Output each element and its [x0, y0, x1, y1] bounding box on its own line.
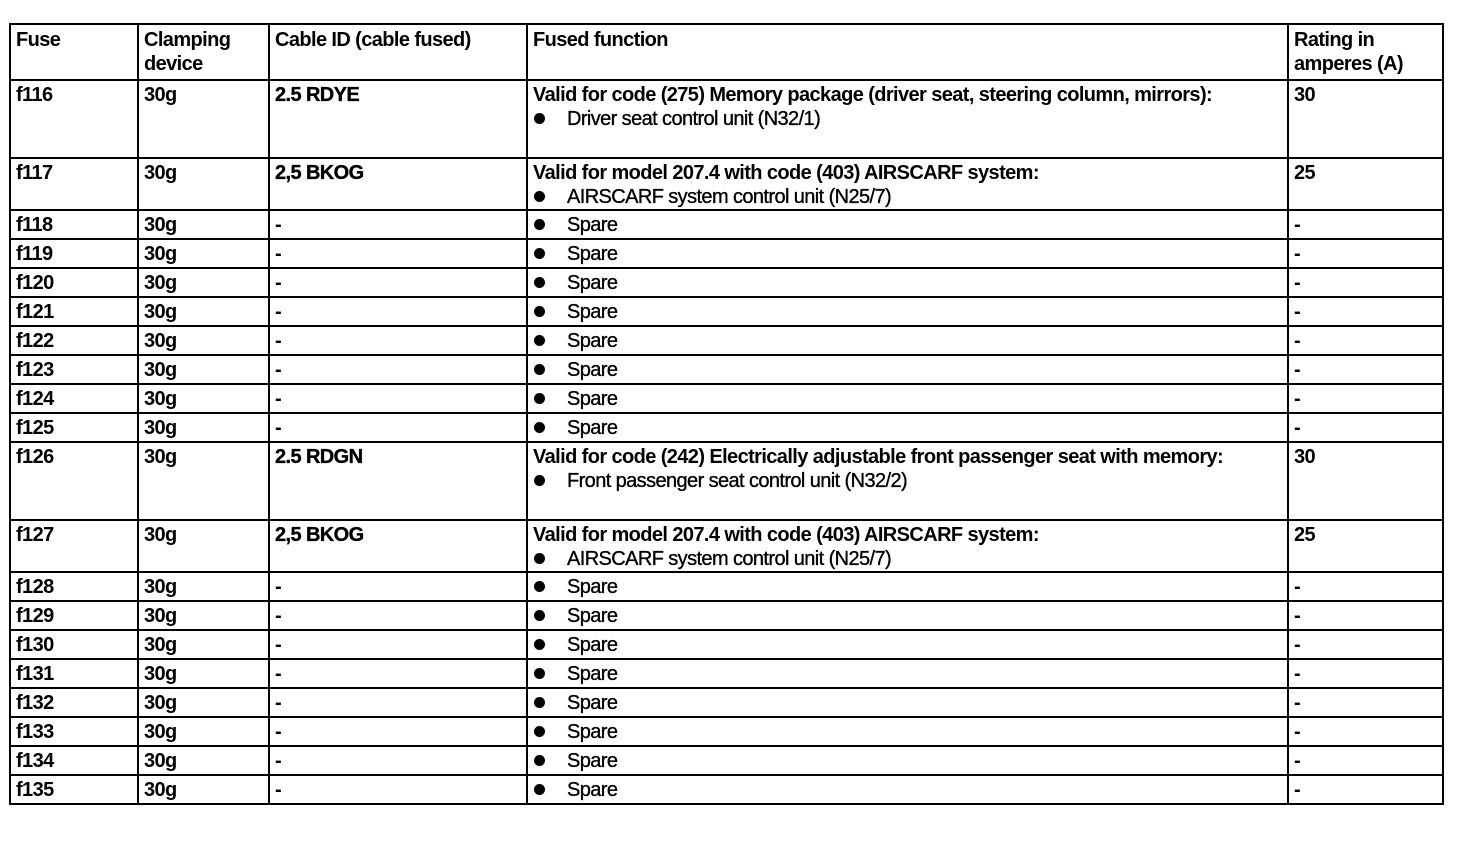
table-row — [10, 659, 1443, 688]
clamping-cell: 30g — [138, 717, 269, 746]
bullet-icon — [534, 697, 545, 708]
function-cell — [527, 268, 1288, 297]
clamping-cell: 30g — [138, 520, 269, 572]
fuse-table — [9, 23, 1444, 805]
fuse-cell: f132 — [10, 688, 138, 717]
clamping-cell: 30g — [138, 210, 269, 239]
rating-cell: 30 — [1288, 442, 1443, 520]
bullet-text: AIRSCARF system control unit (N25/7) — [567, 186, 892, 208]
function-cell — [527, 659, 1288, 688]
bullet-item — [533, 469, 1282, 493]
bullet-icon — [534, 639, 545, 650]
function-cell — [527, 688, 1288, 717]
table-row — [10, 268, 1443, 297]
clamping-cell: 30g — [138, 355, 269, 384]
bullet-text: Spare — [567, 721, 618, 743]
bullet-text: Spare — [567, 576, 618, 598]
header-fused-function: Fused function — [527, 24, 1288, 80]
bullet-item — [533, 213, 1282, 237]
clamping-cell: 30g — [138, 659, 269, 688]
bullet-item — [533, 575, 1282, 599]
table-row — [10, 775, 1443, 804]
fuse-cell: f128 — [10, 572, 138, 601]
cable-cell: 2,5 BKOG — [269, 520, 527, 572]
rating-cell: - — [1288, 775, 1443, 804]
table-row — [10, 688, 1443, 717]
table-row — [10, 442, 1443, 520]
rating-cell: - — [1288, 355, 1443, 384]
rating-cell: - — [1288, 239, 1443, 268]
function-cell — [527, 746, 1288, 775]
clamping-cell: 30g — [138, 158, 269, 210]
cable-cell: - — [269, 384, 527, 413]
function-cell — [527, 384, 1288, 413]
cable-cell: 2.5 RDGN — [269, 442, 527, 520]
bullet-item — [533, 185, 1282, 209]
bullet-icon — [534, 277, 545, 288]
cable-cell: - — [269, 717, 527, 746]
rating-cell: - — [1288, 210, 1443, 239]
clamping-cell: 30g — [138, 630, 269, 659]
cable-cell: 2.5 RDYE — [269, 80, 527, 158]
validity-text: Valid for model 207.4 with code (403) AIRSCARF system: — [533, 162, 1039, 184]
bullet-text: Spare — [567, 359, 618, 381]
fuse-cell: f135 — [10, 775, 138, 804]
clamping-cell: 30g — [138, 326, 269, 355]
bullet-text: Spare — [567, 272, 618, 294]
function-cell — [527, 442, 1288, 520]
rating-cell: 25 — [1288, 158, 1443, 210]
cable-cell: - — [269, 355, 527, 384]
bullet-text: Spare — [567, 634, 618, 656]
validity-text: Valid for model 207.4 with code (403) AIRSCARF system: — [533, 524, 1039, 546]
rating-cell: - — [1288, 572, 1443, 601]
clamping-cell: 30g — [138, 239, 269, 268]
header-row — [10, 24, 1443, 80]
bullet-icon — [534, 668, 545, 679]
bullet-item — [533, 633, 1282, 657]
function-cell — [527, 297, 1288, 326]
bullet-text: Spare — [567, 779, 618, 801]
table-row — [10, 413, 1443, 442]
cable-cell: - — [269, 746, 527, 775]
table-row — [10, 520, 1443, 572]
bullet-item — [533, 720, 1282, 744]
bullet-text: Spare — [567, 388, 618, 410]
bullet-icon — [534, 335, 545, 346]
rating-cell: - — [1288, 717, 1443, 746]
bullet-text: Front passenger seat control unit (N32/2) — [567, 470, 908, 492]
cable-cell: - — [269, 239, 527, 268]
cable-cell: - — [269, 210, 527, 239]
validity-text: Valid for code (275) Memory package (driver seat, steering column, mirrors): — [533, 84, 1213, 106]
table-row — [10, 80, 1443, 158]
bullet-text: Spare — [567, 663, 618, 685]
rating-cell: - — [1288, 268, 1443, 297]
bullet-icon — [534, 219, 545, 230]
rating-cell: - — [1288, 413, 1443, 442]
table-row — [10, 355, 1443, 384]
table-row — [10, 297, 1443, 326]
table-row — [10, 572, 1443, 601]
function-cell — [527, 80, 1288, 158]
function-cell — [527, 717, 1288, 746]
cable-cell: - — [269, 268, 527, 297]
header-cable-id: Cable ID (cable fused) — [269, 24, 527, 80]
bullet-item — [533, 604, 1282, 628]
fuse-cell: f117 — [10, 158, 138, 210]
function-cell — [527, 413, 1288, 442]
clamping-cell: 30g — [138, 80, 269, 158]
fuse-cell: f121 — [10, 297, 138, 326]
fuse-cell: f134 — [10, 746, 138, 775]
bullet-text: Spare — [567, 301, 618, 323]
validity-text: Valid for code (242) Electrically adjustable front passenger seat with memory: — [533, 446, 1224, 468]
bullet-text: Spare — [567, 605, 618, 627]
cable-cell: - — [269, 326, 527, 355]
bullet-icon — [534, 191, 545, 202]
bullet-icon — [534, 726, 545, 737]
table-row — [10, 158, 1443, 210]
fuse-cell: f119 — [10, 239, 138, 268]
clamping-cell: 30g — [138, 268, 269, 297]
bullet-icon — [534, 422, 545, 433]
function-cell — [527, 630, 1288, 659]
fuse-cell: f124 — [10, 384, 138, 413]
bullet-item — [533, 778, 1282, 802]
clamping-cell: 30g — [138, 413, 269, 442]
cable-cell: - — [269, 413, 527, 442]
table-row — [10, 630, 1443, 659]
bullet-text: Spare — [567, 417, 618, 439]
bullet-text: Spare — [567, 750, 618, 772]
clamping-cell: 30g — [138, 384, 269, 413]
bullet-item — [533, 300, 1282, 324]
cable-cell: - — [269, 297, 527, 326]
function-cell — [527, 520, 1288, 572]
cable-cell: 2,5 BKOG — [269, 158, 527, 210]
fuse-table-body — [10, 80, 1443, 804]
bullet-item — [533, 416, 1282, 440]
clamping-cell: 30g — [138, 601, 269, 630]
bullet-icon — [534, 475, 545, 486]
fuse-cell: f131 — [10, 659, 138, 688]
rating-cell: 25 — [1288, 520, 1443, 572]
fuse-cell: f130 — [10, 630, 138, 659]
bullet-item — [533, 662, 1282, 686]
rating-cell: - — [1288, 688, 1443, 717]
rating-cell: - — [1288, 326, 1443, 355]
clamping-cell: 30g — [138, 688, 269, 717]
function-cell — [527, 326, 1288, 355]
bullet-icon — [534, 113, 545, 124]
function-cell — [527, 601, 1288, 630]
bullet-item — [533, 547, 1282, 571]
fuse-cell: f129 — [10, 601, 138, 630]
table-row — [10, 717, 1443, 746]
bullet-icon — [534, 393, 545, 404]
bullet-text: Spare — [567, 330, 618, 352]
bullet-text: AIRSCARF system control unit (N25/7) — [567, 548, 892, 570]
function-cell — [527, 775, 1288, 804]
bullet-item — [533, 691, 1282, 715]
fuse-cell: f122 — [10, 326, 138, 355]
cable-cell: - — [269, 659, 527, 688]
function-cell — [527, 572, 1288, 601]
function-cell — [527, 158, 1288, 210]
bullet-text: Spare — [567, 692, 618, 714]
bullet-icon — [534, 755, 545, 766]
cable-cell: - — [269, 630, 527, 659]
clamping-cell: 30g — [138, 572, 269, 601]
cable-cell: - — [269, 775, 527, 804]
function-cell — [527, 210, 1288, 239]
table-row — [10, 601, 1443, 630]
bullet-text: Driver seat control unit (N32/1) — [567, 108, 821, 130]
fuse-cell: f133 — [10, 717, 138, 746]
fuse-cell: f123 — [10, 355, 138, 384]
bullet-icon — [534, 364, 545, 375]
fuse-cell: f118 — [10, 210, 138, 239]
bullet-icon — [534, 553, 545, 564]
bullet-text: Spare — [567, 243, 618, 265]
bullet-icon — [534, 784, 545, 795]
fuse-cell: f126 — [10, 442, 138, 520]
rating-cell: - — [1288, 601, 1443, 630]
fuse-cell: f125 — [10, 413, 138, 442]
cable-cell: - — [269, 601, 527, 630]
bullet-item — [533, 107, 1282, 131]
bullet-item — [533, 242, 1282, 266]
fuse-cell: f116 — [10, 80, 138, 158]
bullet-icon — [534, 581, 545, 592]
header-clamping-device: Clamping device — [138, 24, 269, 80]
function-cell — [527, 355, 1288, 384]
bullet-item — [533, 749, 1282, 773]
table-row — [10, 239, 1443, 268]
bullet-icon — [534, 610, 545, 621]
bullet-item — [533, 271, 1282, 295]
bullet-icon — [534, 248, 545, 259]
function-cell — [527, 239, 1288, 268]
bullet-text: Spare — [567, 214, 618, 236]
rating-cell: 30 — [1288, 80, 1443, 158]
table-row — [10, 384, 1443, 413]
bullet-icon — [534, 306, 545, 317]
bullet-item — [533, 329, 1282, 353]
fuse-cell: f120 — [10, 268, 138, 297]
rating-cell: - — [1288, 297, 1443, 326]
rating-cell: - — [1288, 659, 1443, 688]
rating-cell: - — [1288, 630, 1443, 659]
table-row — [10, 326, 1443, 355]
fuse-cell: f127 — [10, 520, 138, 572]
bullet-item — [533, 358, 1282, 382]
cable-cell: - — [269, 572, 527, 601]
header-rating: Rating in amperes (A) — [1288, 24, 1443, 80]
table-row — [10, 746, 1443, 775]
rating-cell: - — [1288, 384, 1443, 413]
table-row — [10, 210, 1443, 239]
clamping-cell: 30g — [138, 775, 269, 804]
rating-cell: - — [1288, 746, 1443, 775]
cable-cell: - — [269, 688, 527, 717]
clamping-cell: 30g — [138, 442, 269, 520]
clamping-cell: 30g — [138, 297, 269, 326]
bullet-item — [533, 387, 1282, 411]
clamping-cell: 30g — [138, 746, 269, 775]
header-fuse: Fuse — [10, 24, 138, 80]
